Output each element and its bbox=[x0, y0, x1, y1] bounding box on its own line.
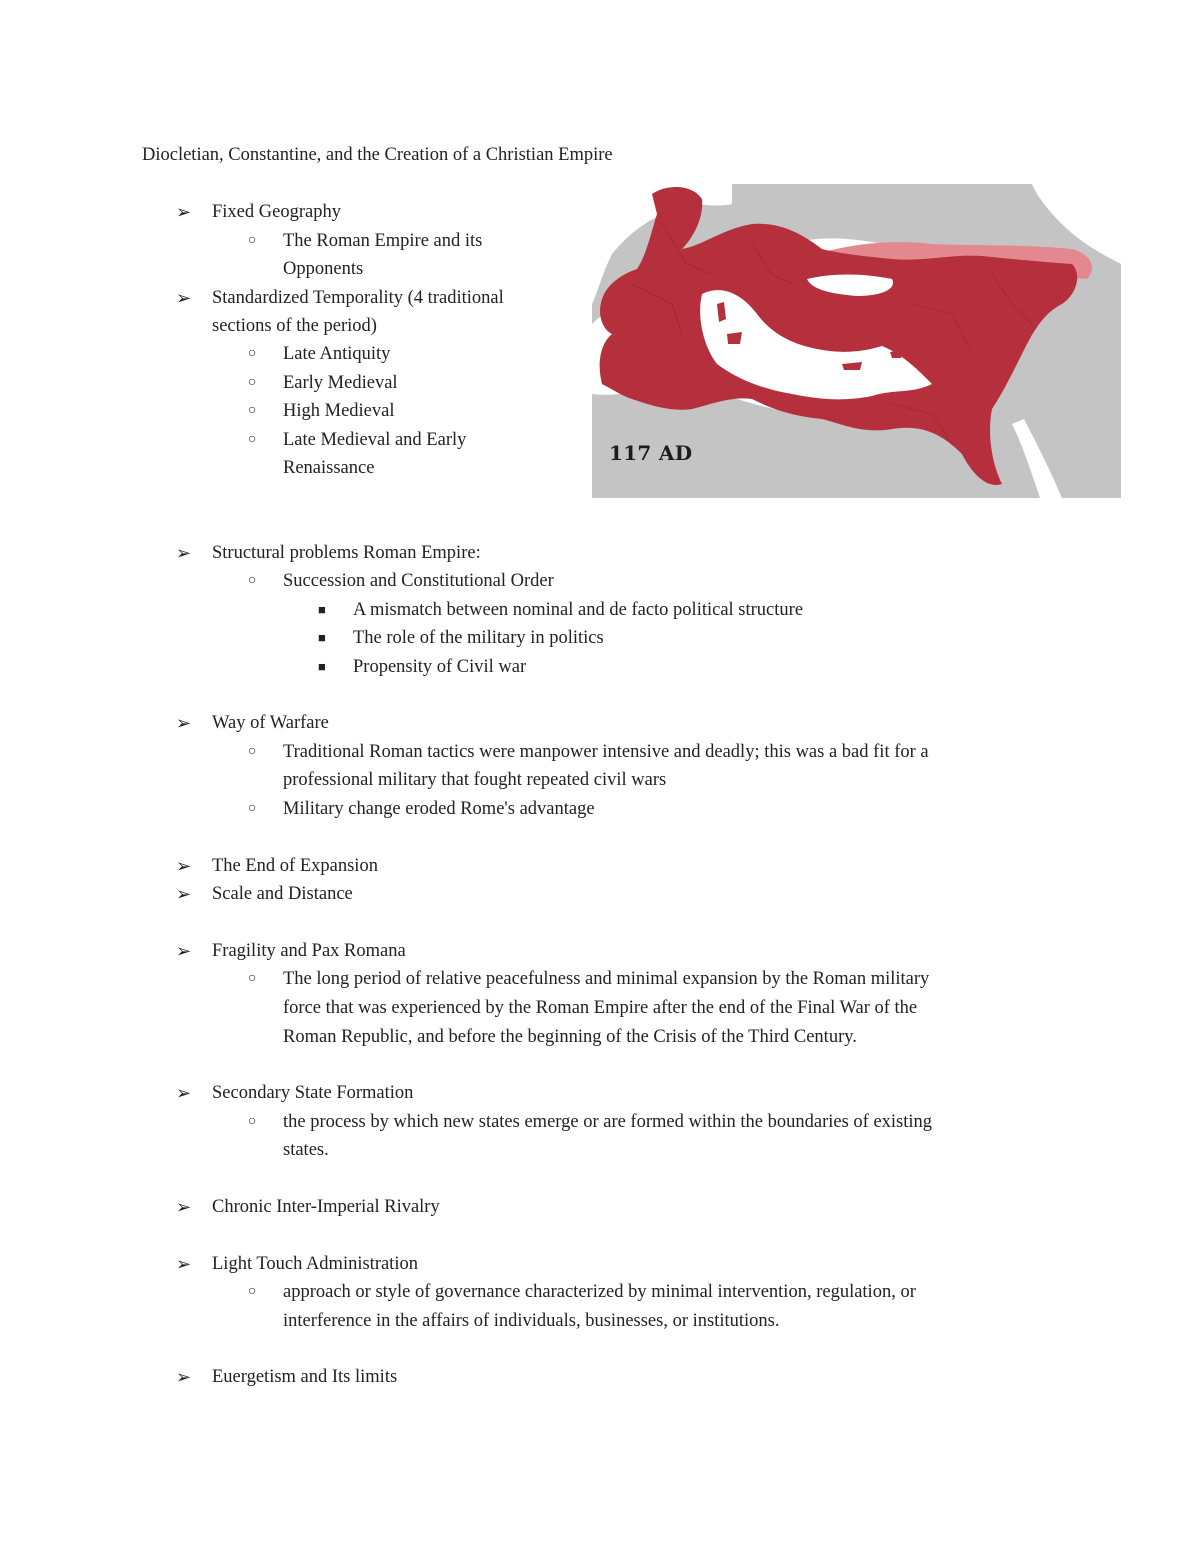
list-item-continued: sections of the period) bbox=[212, 316, 377, 336]
bullet-square: ■ bbox=[318, 659, 326, 674]
list-item: The role of the military in politics bbox=[353, 628, 604, 648]
bullet-circle: ○ bbox=[248, 233, 257, 248]
list-item-continued: professional military that fought repeated civil wars bbox=[283, 770, 667, 790]
list-item: A mismatch between nominal and de facto political structure bbox=[353, 600, 804, 620]
list-item: Early Medieval bbox=[283, 373, 398, 393]
list-item: The long period of relative peacefulness and minimal expansion by the Roman military bbox=[283, 969, 930, 989]
bullet-square: ■ bbox=[318, 630, 326, 645]
bullet-arrow: ➢ bbox=[176, 856, 192, 876]
list-item-continued: states. bbox=[283, 1140, 329, 1160]
list-item-continued: Opponents bbox=[283, 259, 364, 279]
list-item: Succession and Constitutional Order bbox=[283, 571, 554, 591]
list-item: Propensity of Civil war bbox=[353, 657, 527, 677]
list-item: Secondary State Formation bbox=[212, 1083, 414, 1103]
list-item: Euergetism and Its limits bbox=[212, 1367, 398, 1387]
list-item: High Medieval bbox=[283, 401, 395, 421]
list-item: Standardized Temporality (4 traditional bbox=[212, 288, 504, 308]
bullet-square: ■ bbox=[318, 602, 326, 617]
bullet-arrow: ➢ bbox=[176, 202, 192, 222]
list-item-continued: Renaissance bbox=[283, 458, 375, 478]
list-item: The End of Expansion bbox=[212, 856, 378, 876]
island-sicily bbox=[727, 332, 742, 344]
bullet-circle: ○ bbox=[248, 801, 257, 816]
roman-empire-map bbox=[592, 184, 1121, 498]
list-item: Military change eroded Rome's advantage bbox=[283, 799, 595, 819]
map-year-label: 117 AD bbox=[609, 441, 693, 465]
bullet-circle: ○ bbox=[248, 432, 257, 447]
bullet-arrow: ➢ bbox=[176, 1254, 192, 1274]
list-item: approach or style of governance characterized by minimal intervention, regulation, or bbox=[283, 1282, 916, 1302]
list-item: Traditional Roman tactics were manpower intensive and deadly; this was a bad fit for a bbox=[283, 742, 929, 762]
bullet-circle: ○ bbox=[248, 1284, 257, 1299]
list-item: Scale and Distance bbox=[212, 884, 353, 904]
bullet-circle: ○ bbox=[248, 375, 257, 390]
document-title: Diocletian, Constantine, and the Creation of a Christian Empire bbox=[142, 145, 613, 165]
bullet-arrow: ➢ bbox=[176, 288, 192, 308]
bullet-circle: ○ bbox=[248, 346, 257, 361]
bullet-arrow: ➢ bbox=[176, 1367, 192, 1387]
list-item-continued: force that was experienced by the Roman Empire after the end of the Final War of the bbox=[283, 998, 918, 1018]
list-item: Way of Warfare bbox=[212, 713, 329, 733]
list-item: Late Medieval and Early bbox=[283, 430, 467, 450]
list-item: Structural problems Roman Empire: bbox=[212, 543, 481, 563]
bullet-circle: ○ bbox=[248, 573, 257, 588]
bullet-arrow: ➢ bbox=[176, 1083, 192, 1103]
bullet-arrow: ➢ bbox=[176, 713, 192, 733]
list-item: Light Touch Administration bbox=[212, 1254, 418, 1274]
red-sea bbox=[1012, 419, 1062, 498]
list-item: Chronic Inter-Imperial Rivalry bbox=[212, 1197, 440, 1217]
list-item: Fragility and Pax Romana bbox=[212, 941, 406, 961]
list-item: Late Antiquity bbox=[283, 344, 391, 364]
list-item: Fixed Geography bbox=[212, 202, 341, 222]
bullet-arrow: ➢ bbox=[176, 884, 192, 904]
list-item-continued: Roman Republic, and before the beginning of the Crisis of the Third Century. bbox=[283, 1027, 857, 1047]
bullet-circle: ○ bbox=[248, 971, 257, 986]
bullet-circle: ○ bbox=[248, 403, 257, 418]
bullet-arrow: ➢ bbox=[176, 941, 192, 961]
list-item: the process by which new states emerge or are formed within the boundaries of existing bbox=[283, 1112, 933, 1132]
bullet-circle: ○ bbox=[248, 744, 257, 759]
list-item: The Roman Empire and its bbox=[283, 231, 483, 251]
list-item-continued: interference in the affairs of individuals, businesses, or institutions. bbox=[283, 1311, 780, 1331]
bullet-circle: ○ bbox=[248, 1114, 257, 1129]
bullet-arrow: ➢ bbox=[176, 543, 192, 563]
bullet-arrow: ➢ bbox=[176, 1197, 192, 1217]
